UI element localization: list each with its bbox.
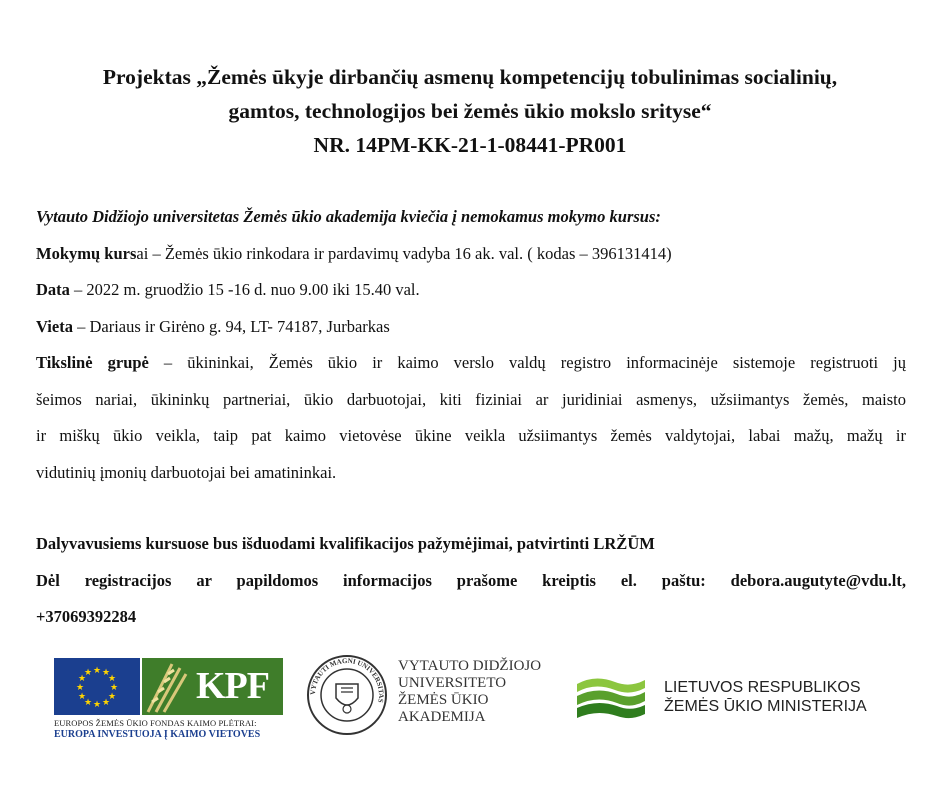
kpf-wheat-icon xyxy=(142,658,283,715)
svg-text:★: ★ xyxy=(107,674,117,684)
target-group-label: Tikslinė grupė xyxy=(36,353,149,372)
invitation-intro: Vytauto Didžiojo universitetas Žemės ūkio akademija kviečia į nemokamus mokymo kursus: xyxy=(36,207,661,226)
seal-text: VYTAUTI MAGNI UNIVERSITAS xyxy=(308,656,386,704)
registration-phone: +37069392284 xyxy=(36,607,137,626)
svg-text:★: ★ xyxy=(101,668,111,678)
svg-text:★: ★ xyxy=(77,674,87,684)
vdu-line-3: ŽEMĖS ŪKIO xyxy=(398,692,489,708)
date-value: – 2022 m. gruodžio 15 -16 d. nuo 9.00 iki 15.40 val. xyxy=(69,280,420,299)
certificates-notice: Dalyvavusiems kursuose bus išduodami kvalifikacijos pažymėjimai, patvirtinti LRŽŪM xyxy=(36,534,655,553)
svg-text:★: ★ xyxy=(101,698,111,708)
target-group-line-4: vidutinių įmonių darbuotojai bei amatininkai. xyxy=(36,462,337,482)
target-group-line-1: – ūkininkai, Žemės ūkio ir kaimo verslo valdų registro informacinėje sistemoje registruoti jų xyxy=(148,353,906,372)
course-value: – Žemės ūkio rinkodara ir pardavimų vadyba 16 ak. val. ( kodas – 396131414) xyxy=(148,243,672,263)
vdu-logo-text xyxy=(398,658,541,726)
svg-text:★: ★ xyxy=(107,692,117,702)
place-row xyxy=(36,309,906,346)
target-group-line-2: šeimos nariai, ūkininkų partneriai, ūkio darbuotojai, kiti fiziniai ar juridiniai asmenys, užsiimantys žemės, maisto xyxy=(36,389,906,409)
place-label: Vieta xyxy=(36,316,73,336)
eu-caption-1: EUROPOS ŽEMĖS ŪKIO FONDAS KAIMO PLĖTRAI: xyxy=(54,718,257,728)
svg-text:★: ★ xyxy=(92,666,102,676)
logos-footer xyxy=(0,648,940,748)
date-label: Data xyxy=(36,280,70,299)
svg-text:★: ★ xyxy=(109,683,119,693)
svg-text:★: ★ xyxy=(83,698,93,708)
vdu-line-1: VYTAUTO DIDŽIOJO xyxy=(398,658,542,674)
title-line-3: NR. 14PM-KK-21-1-08441-PR001 xyxy=(313,133,627,157)
vdu-line-2: UNIVERSITETO xyxy=(398,675,507,691)
svg-text:★: ★ xyxy=(77,692,87,702)
target-group-line-3: ir miškų ūkio veikla, taip pat kaimo vietovėse ūkine veikla užsiimantys žemės valdytojai, labai mažų, mažų ir xyxy=(36,426,906,445)
title-line-2: gamtos, technologijos bei žemės ūkio mokslo srityse“ xyxy=(228,99,712,123)
vdu-line-4: AKADEMIJA xyxy=(398,709,486,725)
registration-line-1: Dėl registracijos ar papildomos informacijos prašome kreiptis el. paštu: debora.augutyte@vdu.lt, xyxy=(36,570,906,590)
svg-text:★: ★ xyxy=(83,668,93,678)
ministry-line-2: ŽEMĖS ŪKIO MINISTERIJA xyxy=(664,698,867,715)
document-title xyxy=(20,60,920,162)
target-group-row xyxy=(36,345,906,382)
kpf-text: KPF xyxy=(196,665,269,707)
course-label: Mokymų kurs xyxy=(36,243,137,263)
course-row xyxy=(36,236,906,273)
eu-caption-2: EUROPA INVESTUOJA Į KAIMO VIETOVES xyxy=(54,729,261,740)
course-label-suffix: ai xyxy=(136,243,149,263)
date-row xyxy=(36,272,906,309)
ministry-line-1: LIETUVOS RESPUBLIKOS xyxy=(664,679,861,696)
ministry-logo-text xyxy=(664,678,867,716)
vdu-seal-icon xyxy=(306,654,388,736)
ministry-emblem-icon xyxy=(575,674,647,722)
eu-flag-icon xyxy=(54,658,140,715)
title-line-1: Projektas „Žemės ūkyje dirbančių asmenų kompetencijų tobulinimas socialinių, xyxy=(102,65,838,89)
svg-text:★: ★ xyxy=(75,683,85,693)
document-body xyxy=(36,199,906,636)
place-value: – Dariaus ir Girėno g. 94, LT- 74187, Jurbarkas xyxy=(72,316,390,336)
svg-text:★: ★ xyxy=(92,700,102,710)
